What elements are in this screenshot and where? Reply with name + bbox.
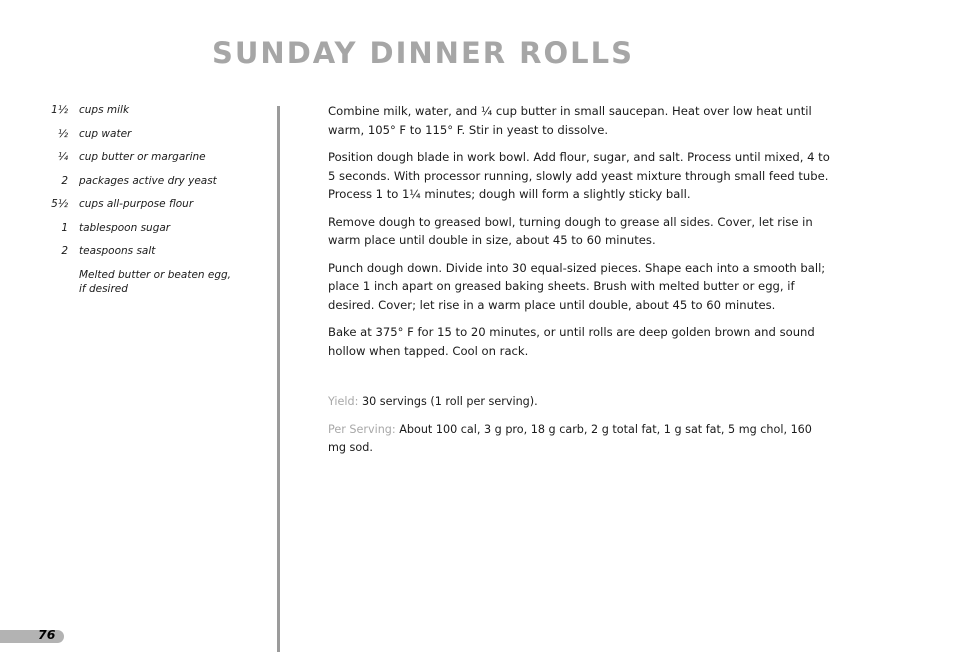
yield-line: [328, 393, 818, 412]
per-serving-line: [328, 421, 818, 458]
ingredient-description: cup butter or margarine: [79, 151, 206, 163]
yield-value: 30 servings (1 roll per serving).: [361, 395, 538, 408]
ingredient-description: cups milk: [79, 104, 130, 116]
ingredient-description: packages active dry yeast: [79, 174, 217, 187]
ingredient-quantity: 1½: [51, 104, 68, 116]
ingredient-item: [40, 268, 260, 295]
ingredient-item: [40, 197, 260, 221]
per-serving-value: About 100 cal, 3 g pro, 18 g carb, 2 g total fat, 1 g sat fat, 5 mg chol, 160 mg sod.: [328, 422, 812, 454]
ingredient-item: [40, 221, 260, 245]
nutrition-info: [328, 393, 818, 467]
recipe-directions: [328, 102, 840, 369]
ingredient-quantity: 5½: [51, 198, 68, 210]
ingredient-item: [40, 244, 260, 268]
ingredient-quantity: 2: [61, 245, 68, 257]
ingredient-item: [40, 150, 260, 174]
direction-step: Punch dough down. Divide into 30 equal-sized pieces. Shape each into a smooth ball; place 1 inch apart on greased baking sheets. Brush with melted butter or egg, if desired. Cover; let rise in a warm place until double, about 45 to 60 minutes.: [328, 260, 826, 312]
ingredient-description: cups all-purpose flour: [79, 198, 194, 210]
ingredient-item: [40, 103, 260, 127]
ingredient-description: cup water: [79, 127, 132, 140]
direction-step: Remove dough to greased bowl, turning dough to grease all sides. Cover, let rise in warm place until double in size, about 45 to 60 minutes.: [328, 214, 813, 247]
ingredient-description: tablespoon sugar: [79, 221, 171, 234]
ingredient-description: teaspoons salt: [79, 245, 156, 257]
column-divider: [277, 106, 280, 652]
ingredient-quantity: ¼: [57, 151, 68, 163]
ingredient-quantity: 2: [61, 174, 68, 187]
ingredient-list: [40, 103, 260, 295]
yield-label: Yield:: [328, 395, 359, 408]
per-serving-label: Per Serving:: [328, 422, 396, 436]
page-title: SUNDAY DINNER ROLLS: [212, 36, 635, 70]
direction-step: Combine milk, water, and ¼ cup butter in small saucepan. Heat over low heat until warm, 105° F to 115° F. Stir in yeast to dissolve.: [328, 104, 812, 137]
ingredient-item: [40, 174, 260, 198]
ingredient-item: [40, 127, 260, 151]
direction-step: Bake at 375° F for 15 to 20 minutes, or until rolls are deep golden brown and sound hollow when tapped. Cool on rack.: [328, 325, 815, 358]
direction-step: Position dough blade in work bowl. Add flour, sugar, and salt. Process until mixed, 4 to 5 seconds. With processor running, slowly add yeast mixture through small feed tube. Process 1 to 1¼ minutes; dough will form a slightly sticky ball.: [328, 150, 830, 201]
ingredient-quantity: 1: [61, 221, 68, 234]
ingredient-quantity: ½: [57, 127, 68, 140]
ingredient-description: Melted butter or beaten egg, if desired: [79, 268, 232, 295]
page-number: 76: [38, 627, 56, 642]
